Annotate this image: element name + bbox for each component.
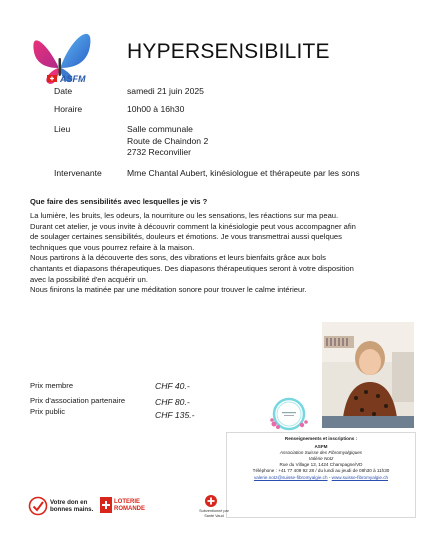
contact-org-full: Association Suisse des Fibromyalgiques [279,450,363,456]
paragraph: La lumière, les bruits, les odeurs, la nourriture ou les sensations, les réactions sur ma peau. [30,211,339,220]
date-label: Date [54,86,73,96]
paragraph: Durant cet atelier, je vous invite à découvrir comment la kinésiologie peut vous accompagner afin de soulager certaines sensibilités, douleurs et émotions. Je vous transmettrai aussi quelques techniques que vous pourrez refaire à la maison. [30,221,356,252]
contact-person: Valérie Notz [308,456,334,462]
sponsor-text [198,509,230,518]
intervenante-label: Intervenante [54,168,102,178]
contact-links [227,475,415,481]
question-heading: Que faire des sensibilités avec lesquelles je vis ? [30,197,208,206]
date-text: samedi 21 juin 2025 [127,86,204,96]
loterie-text: LOTERIE ROMANDE [114,499,145,512]
speaker-photo [322,322,414,428]
intervenante-value [127,168,360,180]
price-label-public: Prix public [30,407,66,416]
price-label-partner: Prix d'association partenaire [30,396,126,405]
lieu-value [127,124,208,159]
contact-email-link[interactable]: valerie.notz@suisse-fibromyalgie.ch [253,474,328,480]
intervenante-text: Mme Chantal Aubert, kinésiologue et thérapeute par les sons [127,168,360,178]
horaire-text: 10h00 à 16h30 [127,104,185,114]
contact-address: Rue du Village 13, 1424 Champagne/VD [279,462,363,468]
donation-text: Votre don en bonnes mains. [50,499,94,513]
lieu-line-3: 2732 Reconvilier [127,147,192,157]
loterie-flag-icon [100,497,112,513]
date-value [127,86,204,98]
price-value-public: CHF 135.- [155,410,195,420]
horaire-value [127,104,184,116]
lieu-label: Lieu [54,124,71,134]
contact-phone: Téléphone : +41 77 409 92 28 / du lundi au jeudi de 08h30 à 11h30 [252,468,390,474]
paragraph: Nous partirons à la découverte des sons, des vibrations et leurs bienfaits grâce aux bols chantants et diapasons thérapeutiques. Des diapasons thérapeutiques seront à votre disposition avec la possibilité d'en acquérir un. [30,253,354,284]
description-body [30,211,360,296]
zewo-seal-icon [28,496,48,516]
page-title: HYPERSENSIBILITE [127,40,330,63]
sante-vaud-icon [204,494,218,508]
horaire-label: Horaire [54,104,83,114]
lieu-line-2: Route de Chaindon 2 [127,135,209,146]
sponsor-line-1: Subventionné par [199,509,229,513]
contact-box [226,432,416,518]
logo-text: ASFM [60,74,86,84]
contact-website-link[interactable]: www.suisse-fibromyalgie.ch [331,474,389,480]
price-value-member: CHF 40.- [155,381,190,391]
contact-heading: Renseignements et inscriptions : [284,436,358,441]
asfm-logo [28,22,106,94]
price-label-member: Prix membre [30,381,74,390]
sponsor-line-2: Santé Vaud [204,513,224,518]
price-value-partner: CHF 80.- [155,397,190,407]
contact-separator: - [327,474,332,480]
paragraph: Nous finirons la matinée par une méditation sonore pour trouver le calme intérieur. [30,285,307,295]
contact-org: ASFM [314,444,328,450]
lieu-line-1: Salle communale [127,124,193,134]
decorative-circle-logo [262,394,316,434]
